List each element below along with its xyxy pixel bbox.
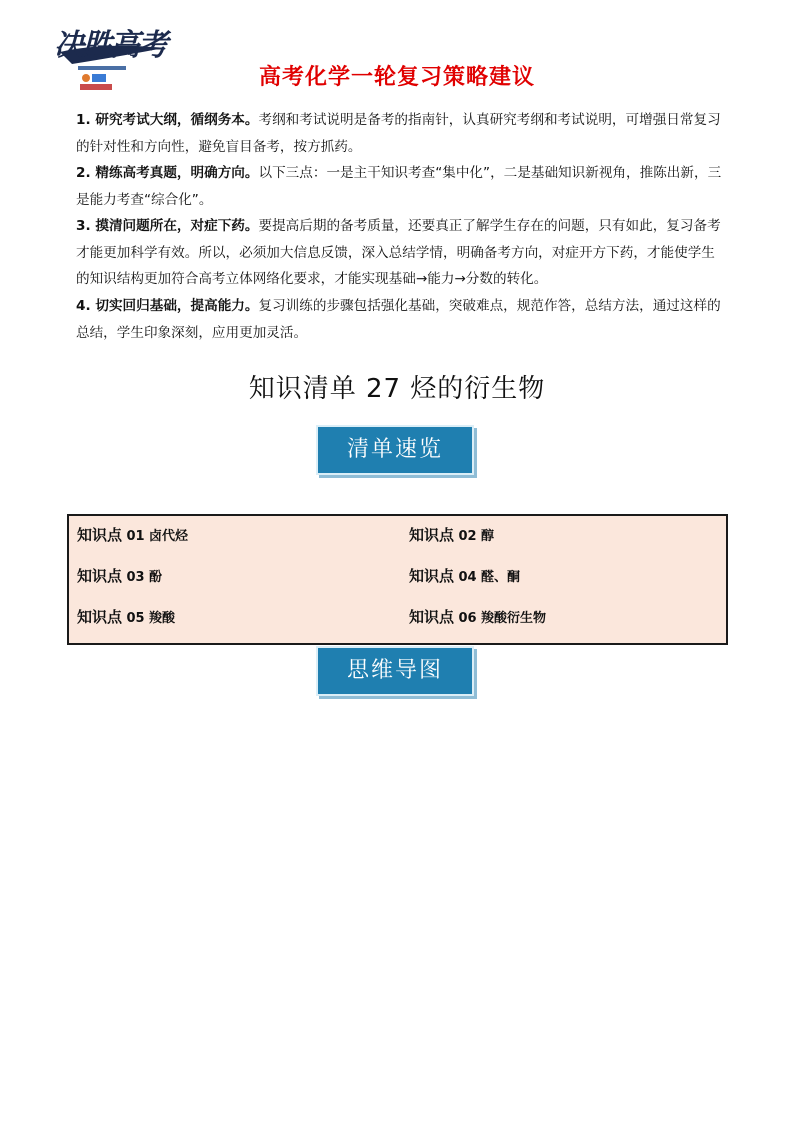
knowledge-point-item: 知识点 03 酚 bbox=[77, 567, 163, 585]
knowledge-point-item: 知识点 01 卤代烃 bbox=[77, 526, 189, 544]
knowledge-point-item: 知识点 02 醇 bbox=[409, 526, 495, 544]
advice-heading: 1. 研究考试大纲，循纲务本。 bbox=[76, 112, 259, 128]
knowledge-point-item: 知识点 05 羧酸 bbox=[77, 608, 176, 626]
document-title: 高考化学一轮复习策略建议 bbox=[258, 65, 535, 90]
overview-banner bbox=[316, 425, 476, 477]
knowledge-point-list bbox=[67, 514, 728, 645]
mindmap-banner bbox=[316, 646, 476, 698]
advice-body: 考纲和考试说明是备考的指南针，认真研究考纲和考试说明，可增强日常复习的针对性和方向性，避免盲目备考，按方抓药。 bbox=[76, 112, 721, 155]
overview-banner-label: 清单速览 bbox=[316, 425, 474, 475]
advice-body: 以下三点：一是主干知识考查“集中化”，二是基础知识新视角，推陈出新，三是能力考查“综合化”。 bbox=[76, 165, 722, 208]
advice-paragraph-3 bbox=[76, 213, 726, 293]
advice-heading: 3. 摸清问题所在，对症下药。 bbox=[76, 218, 259, 234]
knowledge-point-item: 知识点 04 醛、酮 bbox=[409, 567, 521, 585]
mindmap-banner-label: 思维导图 bbox=[316, 646, 474, 696]
advice-paragraph-1 bbox=[76, 107, 726, 160]
advice-heading: 2. 精练高考真题，明确方向。 bbox=[76, 165, 259, 181]
advice-paragraph-2 bbox=[76, 160, 726, 213]
knowledge-point-item: 知识点 06 羧酸衍生物 bbox=[409, 608, 547, 626]
advice-heading: 4. 切实回归基础，提高能力。 bbox=[76, 298, 259, 314]
advice-body: 要提高后期的备考质量，还要真正了解学生存在的问题，只有如此，复习备考才能更加科学有效。所以，必须加大信息反馈，深入总结学情，明确备考方向，对症开方下药，才能使学生的知识结构更加符合高考立体网络化要求，才能实现基础→能力→分数的转化。 bbox=[76, 218, 721, 287]
advice-body: 复习训练的步骤包括强化基础，突破难点，规范作答，总结方法，通过这样的总结，学生印象深刻，应用更加灵活。 bbox=[76, 298, 721, 341]
logo-text: 决胜高考 bbox=[54, 28, 166, 63]
section-title: 知识清单 27 烃的衍生物 bbox=[248, 374, 546, 404]
advice-paragraph-4 bbox=[76, 293, 726, 346]
